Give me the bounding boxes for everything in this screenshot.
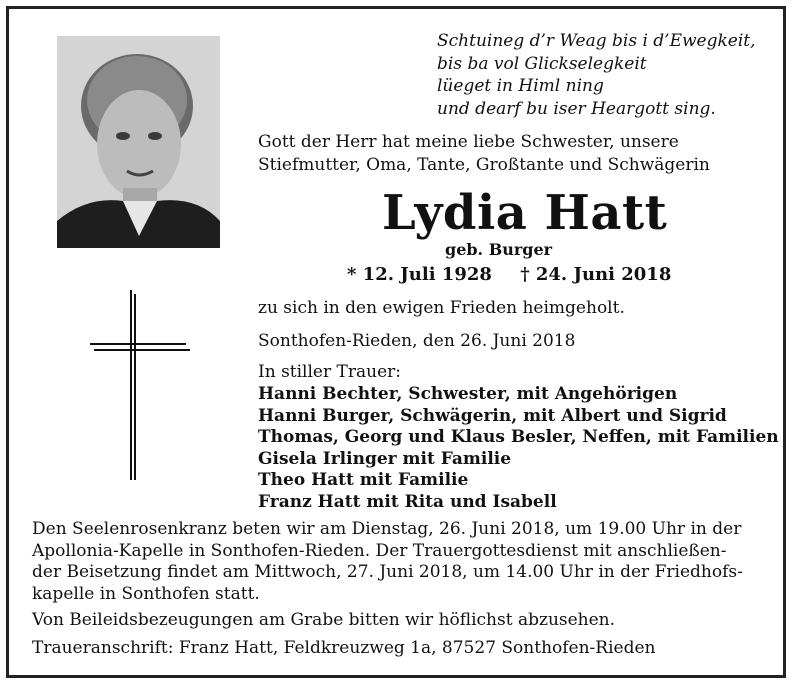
place-date: Sonthofen-Rieden, den 26. Juni 2018 [258,331,576,351]
peace-line: zu sich in den ewigen Frieden heimgeholt. [258,298,625,318]
service-info [32,519,777,605]
service-info-line: der Beisetzung findet am Mittwoch, 27. Juni 2018, um 14.00 Uhr in der Friedhofs- [32,562,743,582]
service-info-line: Apollonia-Kapelle in Sonthofen-Rieden. Der Trauergottesdienst mit anschließen- [32,540,727,561]
poem [437,30,756,120]
mourner: Thomas, Georg und Klaus Besler, Neffen, mit Familien [258,427,779,447]
life-dates [347,264,693,285]
mourning-address: Traueranschrift: Franz Hatt, Feldkreuzweg 1a, 87527 Sonthofen-Rieden [32,638,656,658]
mourner: Theo Hatt mit Familie [258,470,469,490]
intro-line: Stiefmutter, Oma, Tante, Großtante und Schwägerin [258,155,710,175]
intro-line: Gott der Herr hat meine liebe Schwester, unsere [258,132,679,152]
poem-line: lüeget in Himl ning [437,76,604,96]
condolence-note: Von Beileidsbezeugungen am Grabe bitten wir höflichst abzusehen. [32,610,616,630]
mourner: Hanni Burger, Schwägerin, mit Albert und Sigrid [258,405,727,426]
mourning-intro: In stiller Trauer: [258,362,401,382]
service-info-line: kapelle in Sonthofen statt. [32,583,260,604]
mourners-list [258,384,779,513]
maiden-name: geb. Burger [445,240,553,259]
poem-line: bis ba vol Glickselegkeit [437,53,647,74]
intro-text [258,131,738,177]
death-date: † 24. Juni 2018 [520,264,672,285]
poem-line: Schtuineg d’r Weag bis i d’Ewegkeit, [437,31,756,51]
portrait-photo [57,36,220,248]
mourner: Gisela Irlinger mit Familie [258,448,512,469]
service-info-line: Den Seelenrosenkranz beten wir am Dienstag, 26. Juni 2018, um 19.00 Uhr in der [32,519,742,539]
cross-icon [88,290,190,480]
birth-date: * 12. Juli 1928 [347,264,492,285]
mourner: Franz Hatt mit Rita und Isabell [258,491,557,512]
mourner: Hanni Bechter, Schwester, mit Angehörigen [258,384,678,404]
poem-line: und dearf bu iser Heargott sing. [437,98,716,119]
portrait-photo-drawing [57,36,220,248]
deceased-name: Lydia Hatt [382,185,668,241]
